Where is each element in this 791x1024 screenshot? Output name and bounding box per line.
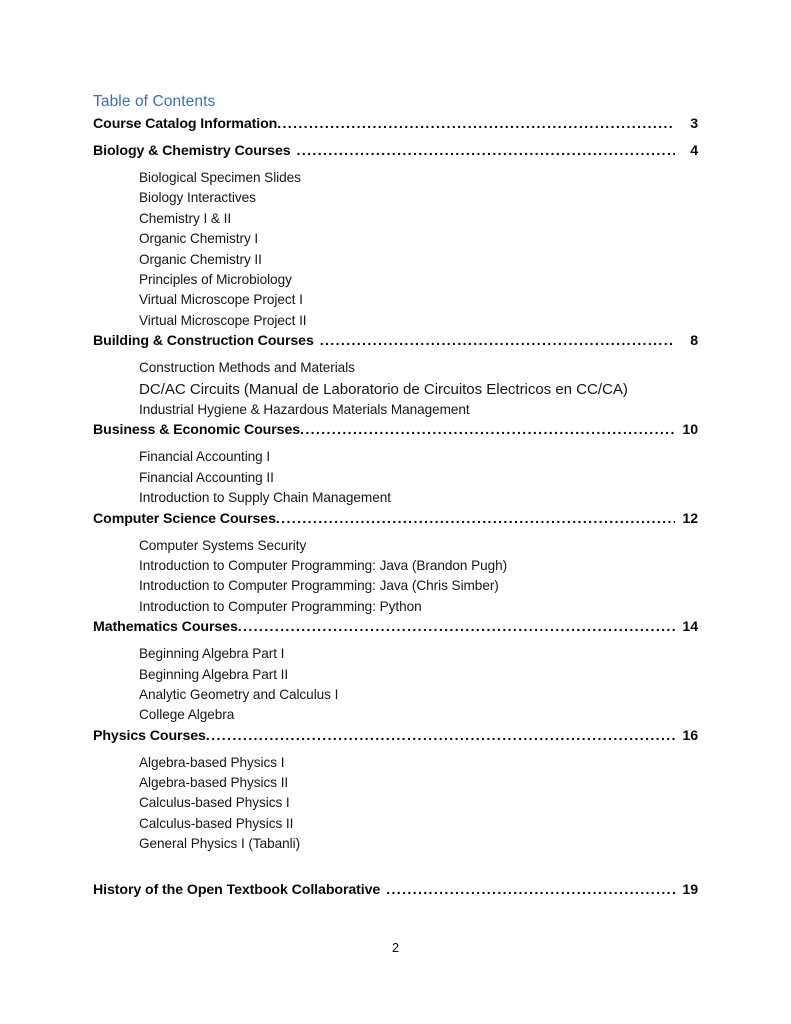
toc-entry-level2[interactable]: Calculus-based Physics I [139,795,290,811]
toc-section [93,116,698,143]
toc-entry-title: Physics Courses [93,727,206,744]
toc-page-number: 10 [682,422,698,439]
toc-entry-level2[interactable]: Organic Chemistry I [139,231,259,247]
toc-entry-level2[interactable]: Chemistry I & II [139,210,232,226]
toc-dot-leader [386,882,675,896]
toc-section [93,143,698,333]
toc-entry-level1[interactable] [93,422,698,449]
toc-page-number: 3 [690,116,698,132]
toc-entry-level2[interactable]: Analytic Geometry and Calculus I [139,686,339,702]
toc-entry-level2[interactable]: Industrial Hygiene & Hazardous Materials Management [139,402,470,418]
toc-entry-level1[interactable] [93,619,698,646]
toc-section [93,333,698,422]
toc-entry-level2[interactable]: Introduction to Computer Programming: Java (Chris Simber) [139,578,499,594]
toc-dot-leader [238,619,675,633]
toc-entry-level2[interactable]: Calculus-based Physics II [139,815,294,831]
toc-entry-level1[interactable] [93,116,698,143]
toc-entry-title: Mathematics Courses [93,619,238,636]
toc-entry-level2[interactable]: Biology Interactives [139,190,256,206]
toc-dot-leader [276,511,675,525]
toc-section [93,511,698,620]
table-of-contents [93,116,698,909]
toc-entry-title: Computer Science Courses [93,510,276,527]
toc-dot-leader [206,728,675,742]
toc-entry-level1[interactable] [93,333,698,360]
toc-entry-level2[interactable]: General Physics I (Tabanli) [139,836,301,852]
toc-entry-level2[interactable]: Financial Accounting II [139,469,274,485]
toc-entry-level2[interactable]: Introduction to Computer Programming: Python [139,598,422,614]
toc-entry-level1[interactable] [93,728,698,755]
toc-dot-leader [320,333,675,347]
toc-entry-level1[interactable] [93,882,698,909]
toc-section [93,882,698,909]
toc-entry-level2[interactable]: Financial Accounting I [139,449,271,465]
toc-entry-title: Biology & Chemistry Courses [93,143,291,159]
toc-entry-level2[interactable]: College Algebra [139,707,235,723]
toc-dot-leader [277,116,675,130]
toc-entry-title: Business & Economic Courses [93,422,301,439]
page-title: Table of Contents [93,93,216,110]
toc-entry-level2[interactable]: Virtual Microscope Project II [139,312,307,328]
toc-page-number: 8 [690,333,698,350]
toc-section [93,728,698,857]
toc-entry-level2[interactable]: Virtual Microscope Project I [139,292,303,308]
toc-dot-leader [300,422,675,436]
toc-entry-level2[interactable]: Algebra-based Physics II [139,775,289,791]
toc-entry-level2[interactable]: Introduction to Computer Programming: Java (Brandon Pugh) [139,557,508,573]
toc-entry-level1[interactable] [93,511,698,538]
toc-entry-level1[interactable] [93,143,698,170]
toc-section [93,422,698,510]
toc-dot-leader [297,143,675,157]
toc-entry-level2[interactable]: Biological Specimen Slides [139,170,301,185]
toc-page-number: 19 [682,881,698,898]
toc-section [93,619,698,728]
toc-entry-title: Course Catalog Information [93,116,278,132]
toc-entry-title: History of the Open Textbook Collaborative [93,881,381,898]
toc-page-number: 12 [682,510,698,527]
toc-entry-level2[interactable]: Construction Methods and Materials [139,360,355,376]
toc-entry-level2[interactable]: Beginning Algebra Part I [139,646,285,662]
toc-entry-title: Building & Construction Courses [93,333,314,350]
toc-page-number: 16 [682,727,698,744]
toc-entry-level2[interactable]: Organic Chemistry II [139,251,262,267]
toc-page-number: 14 [682,619,698,636]
toc-entry-level2[interactable]: DC/AC Circuits (Manual de Laboratorio de Circuitos Electricos en CC/CA) [139,380,628,398]
toc-entry-level2[interactable]: Beginning Algebra Part II [139,666,289,682]
toc-entry-level2[interactable]: Introduction to Supply Chain Management [139,490,391,506]
toc-entry-level2[interactable]: Principles of Microbiology [139,271,292,287]
footer-page-number: 2 [391,941,399,955]
toc-entry-level2[interactable]: Algebra-based Physics I [139,754,285,770]
toc-entry-level2[interactable]: Computer Systems Security [139,537,307,553]
toc-page-number: 4 [690,143,698,159]
